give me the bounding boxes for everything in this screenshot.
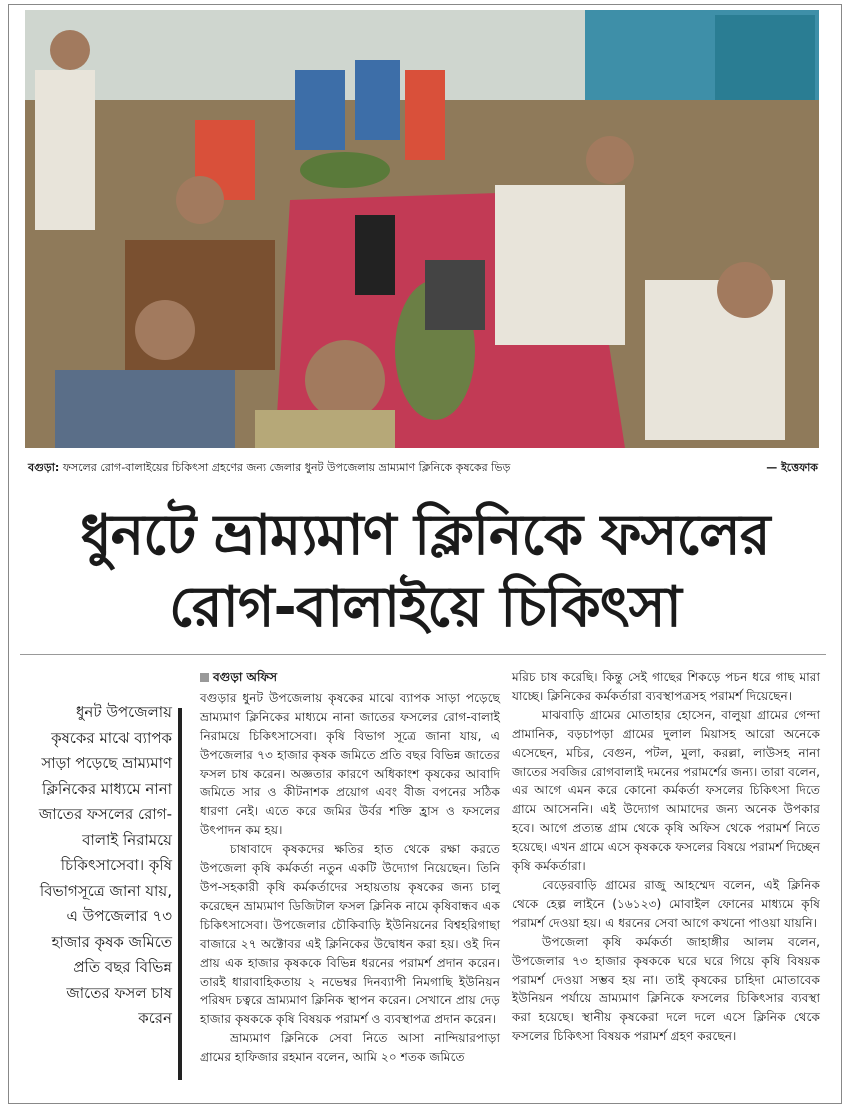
news-photo xyxy=(25,10,819,448)
paragraph: বগুড়ার ধুনট উপজেলায় কৃষকের মাঝে ব্যাপক সাড়া পড়েছে ভ্রাম্যমাণ ক্লিনিকের মাধ্যমে নানা জাতের ফসলের রোগ-বালাই নিরাময়ে চিকিৎসাসেবা। কৃষি বিভাগ সূত্রে জানা যায়, এ উপজেলার ৭৩ হাজার কৃষক জমিতে প্রতি বছর বিভিন্ন জাতের ফসল চাষ করেন। অজ্ঞতার কারণে অধিকাংশ কৃষকের আবাদি জমিতে সার ও কীটনাশক প্রয়োগ এবং বীজ বপনের সঠিক ধারণা নেই। এতে করে জমির উর্বর শক্তি হ্রাস ও ফসলের উৎপাদন কম হয়। xyxy=(200,690,500,838)
paragraph: বেড়েরবাড়ি গ্রামের রাজু আহম্মেদ বলেন, এই ক্লিনিক থেকে হেল্প লাইনে (১৬১২৩) মোবাইল ফোনের মাধ্যমে কৃষি পরামর্শ দেওয়া হয়। এ ধরনের সেবা আগে কখনো পাওয়া যায়নি। xyxy=(512,877,820,930)
byline xyxy=(200,668,500,687)
photo-caption xyxy=(28,459,818,478)
article-column-2 xyxy=(512,668,820,1046)
byline-text: বগুড়া অফিস xyxy=(213,670,278,684)
square-bullet-icon xyxy=(200,673,209,682)
headline-line-2: রোগ-বালাইয়ে চিকিৎসা xyxy=(169,575,681,640)
divider xyxy=(20,654,826,655)
paragraph: মরিচ চাষ করেছি। কিন্তু সেই গাছের শিকড়ে পচন ধরে গাছ মারা যাচ্ছে। ক্লিনিকের কর্মকর্তারা ব্যবস্থাপত্রসহ পরামর্শ দিয়েছেন। xyxy=(512,670,820,703)
headline-line-1: ধুনটে ভ্রাম্যমাণ ক্লিনিকে ফসলের xyxy=(80,503,770,568)
paragraph: মাঝবাড়ি গ্রামের মোতাহার হোসেন, বালুয়া গ্রামের গেন্দা প্রামানিক, বড়চাপড়া গ্রামের দুলাল মিয়াসহ আরো অনেকে এসেছেন, মচির, বেগুন, পটল, মুলা, করল্লা, লাউসহ নানা জাতের সবজির রোগবালাই দমনের পরামর্শের জন্য। তারা বলেন, এর আগে এমন করে কোনো কর্মকর্তা ফসলের চিকিৎসা দিতে গ্রামে আসেননি। এই উদ্যোগ আমাদের জন্য অনেক উপকার হবে। আগে প্রত্যন্ত গ্রাম থেকে কৃষি অফিস থেকে পরামর্শ নিতে হয়েছে। এখন গ্রামে এসে কৃষককে ফসলের বিষয়ে পরামর্শ দিচ্ছেন কৃষি কর্মকর্তারা। xyxy=(512,707,820,874)
headline xyxy=(20,500,830,644)
caption-location: বগুড়া: xyxy=(28,461,60,474)
photo-credit: — ইত্তেফাক xyxy=(766,461,818,474)
pull-quote: ধুনট উপজেলায় কৃষকের মাঝে ব্যাপক সাড়া পড়েছে ভ্রাম্যমাণ ক্লিনিকের মাধ্যমে নানা জাতের ফসলের রোগ-বালাই নিরাময়ে চিকিৎসাসেবা। কৃষি বিভাগসূত্রে জানা যায়, এ উপজেলার ৭৩ হাজার কৃষক জমিতে প্রতি বছর বিভিন্ন জাতের ফসল চাষ করেন xyxy=(38,703,172,1027)
paragraph: ভ্রাম্যমাণ ক্লিনিকে সেবা নিতে আসা নান্দিয়ারপাড়া গ্রামের হাফিজার রহমান বলেন, আমি ২০ শতক জমিতে xyxy=(200,1031,500,1065)
pull-quote-bar xyxy=(178,708,182,1080)
article-column-1 xyxy=(200,668,500,1067)
paragraph: উপজেলা কৃষি কর্মকর্তা জাহাঙ্গীর আলম বলেন, উপজেলার ৭৩ হাজার কৃষককে ঘরে ঘরে গিয়ে কৃষি বিষয়ক পরামর্শ দেওয়া সম্ভব হয় না। তাই কৃষকের চাহিদা মোতাবেক ইউনিয়ন পর্যায়ে ভ্রাম্যমাণ ক্লিনিকে ফসলের চিকিৎসার ব্যবস্থা করা হয়েছে। স্থানীয় কৃষকেরা দলে দলে এসে ক্লিনিক থেকে ফসলের চিকিৎসা বিষয়ক পরামর্শ গ্রহণ করছেন। xyxy=(512,934,820,1044)
photo-image xyxy=(25,10,819,448)
caption-text: ফসলের রোগ-বালাইয়ের চিকিৎসা গ্রহণের জন্য জেলার ধুনট উপজেলায় ভ্রাম্যমাণ ক্লিনিকে কৃষকের ভিড় xyxy=(62,461,511,474)
paragraph: চাষাবাদে কৃষকদের ক্ষতির হাত থেকে রক্ষা করতে উপজেলা কৃষি কর্মকর্তা নতুন একটি উদ্যোগ নিয়েছেন। তিনি উপ-সহকারী কৃষি কর্মকর্তাদের সহায়তায় কৃষকের জন্য চালু করেছেন ভ্রাম্যমাণ ডিজিটাল ফসল ক্লিনিক নামে কৃষিবান্ধব এক চিকিৎসাসেবা। উপজেলার চৌকিবাড়ি ইউনিয়নের বিশ্বহরিগাছা বাজারে ২৭ অক্টোবর এই ক্লিনিকের উদ্বোধন করা হয়। ওই দিন প্রায় এক হাজার কৃষককে বিভিন্ন ধরনের পরামর্শ প্রদান করেন। তারই ধারাবাহিকতায় ২ নভেম্বর দিনব্যাপী নিমগাছি ইউনিয়ন পরিষদ চত্বরে ভ্রাম্যমাণ ক্লিনিক স্থাপন করেন। সেখানে প্রায় দেড় হাজার কৃষককে কৃষি বিষয়ক পরামর্শ ও ব্যবস্থাপত্র প্রদান করেন। xyxy=(200,842,500,1027)
